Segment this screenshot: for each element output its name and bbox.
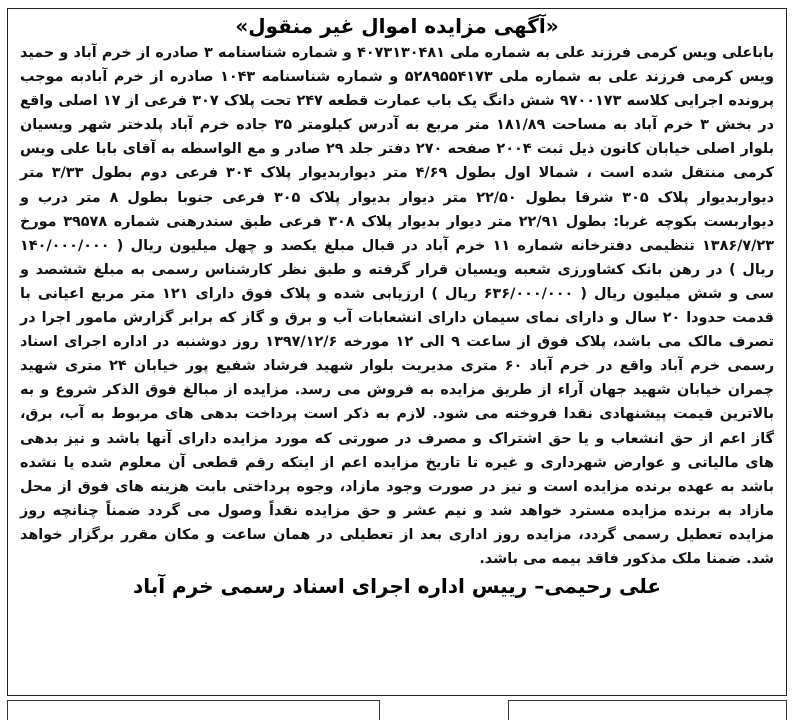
notice-signature: علی رحیمی– رییس اداره اجرای اسناد رسمی خرم آباد (132, 574, 662, 599)
next-notice-frame-left (7, 700, 380, 720)
auction-notice (7, 8, 787, 696)
notice-body: باباعلی ویس کرمی فرزند علی به شماره ملی ۴۰۷۳۱۳۰۴۸۱ و شماره شناسنامه ۳ صادره از خرم آباد و حمید ویس کرمی فرزند علی به شماره ملی ۵۲۸۹۵۵۴۱۷۳ و شماره شناسنامه ۱۰۴۳ صادره از خرم آبادبه موجب پرونده اجرایی کلاسه ۹۷۰۰۱۷۳ شش دانگ یک باب عمارت قطعه ۲۴۷ تحت پلاک ۳۰۷ فرعی از ۱۷ اصلی واقع در بخش ۳ خرم آباد به مساحت ۱۸۱/۸۹ متر مربع به آدرس کیلومتر ۳۵ جاده خرم آباد پلدختر شهر ویسیان بلوار اصلی خیابان کانون ذیل ثبت ۲۰۰۴ صفحه ۲۷۰ دفتر جلد ۲۹ صادر و مع الواسطه به آقای بابا علی ویس کرمی منتقل شده است ، شمالا اول بطول ۴/۶۹ متر دیواربدیوار پلاک ۳۰۴ فرعی دوم بطول ۳/۳۳ متر دیواربدیوار پلاک ۳۰۵ شرقا بطول ۲۲/۵۰ متر دیوار بدیوار پلاک ۳۰۵ فرعی جنوبا بطول ۸ متر درب و دیواربست بکوچه غربا: بطول ۲۲/۹۱ متر دیوار بدیوار پلاک ۳۰۸ فرعی طبق سندرهنی شماره ۳۹۵۷۸ مورخ ۱۳۸۶/۷/۲۳ تنظیمی دفترخانه شماره ۱۱ خرم آباد در قبال مبلغ یکصد و چهل میلیون ریال ( ۱۴۰/۰۰۰/۰۰۰ ریال ) در رهن بانک کشاورزی شعبه ویسیان قرار گرفته و طبق نظر کارشناس رسمی به مبلغ ششصد و سی و شش میلیون ریال ( ۶۳۶/۰۰۰/۰۰۰ ریال ) ارزیابی شده و پلاک فوق دارای ۱۲۱ متر مربع اعیانی با قدمت حدودا ۲۰ سال و دارای نمای سیمان دارای انشعابات آب و برق و گاز که برابر گزارش مامور اجرا در تصرف مالک می باشد، پلاک فوق از ساعت ۹ الی ۱۲ مورخه ۱۳۹۷/۱۲/۶ روز دوشنبه در اداره اجرای اسناد رسمی خرم آباد واقع در خرم آباد ۶۰ متری مدیریت بلوار شهید فرشاد شفیع پور خیابان ۲۴ متری شهید چمران خیابان شهید جهان آراء از طریق مزایده به فروش می رسد. مزایده از مبالغ فوق الذکر شروع و به بالاترین قیمت پیشنهادی نقدا فروخته می شود. لازم به ذکر است پرداخت بدهی های مربوط به آب، برق، گاز اعم از حق انشعاب و یا حق اشتراک و مصرف در صورتی که مورد مزایده دارای آنها باشد و نیز بدهی های مالیاتی و عوارض شهرداری و غیره تا تاریخ مزایده اعم از اینکه رقم قطعی آن معلوم شده یا نشده باشد به عهده برنده مزایده است و نیز در صورت وجود مازاد، وجوه پرداختی بابت هزینه های فوق از محل مازاد به برنده مزایده مسترد خواهد شد و نیم عشر و حق مزایده نقداً وصول می گردد ضمناً چنانچه روز مزایده تعطیل رسمی گردد، مزایده روز اداری بعد از تعطیلی در همان ساعت و مکان مقرر برگزار خواهد شد. ضمنا ملک مذکور فاقد بیمه می باشد. (20, 45, 775, 567)
next-notice-frame-right (508, 700, 787, 720)
notice-title: «آگهی مزایده اموال غیر منقول» (235, 14, 559, 38)
